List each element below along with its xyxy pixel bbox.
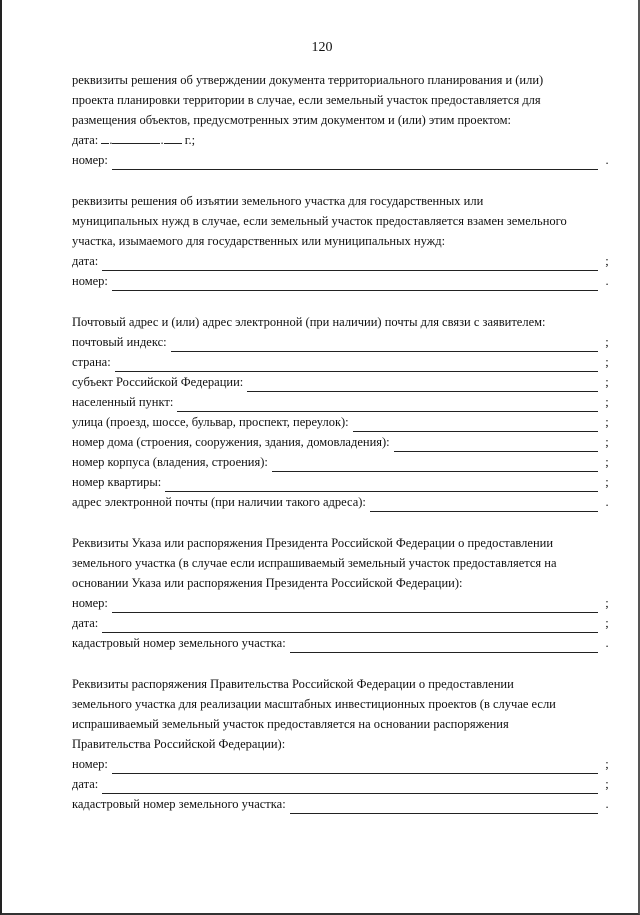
field-end-mark: ; xyxy=(605,475,609,489)
cadastral-number-field[interactable] xyxy=(72,794,612,814)
paragraph-line: реквизиты решения об утверждении документа территориального планирования и (или) xyxy=(72,73,544,87)
date-suffix: г.; xyxy=(184,133,196,147)
field-label: дата: xyxy=(72,777,99,791)
section-territorial-planning xyxy=(72,70,612,170)
paragraph-line: Реквизиты распоряжения Правительства Российской Федерации о предоставлении xyxy=(72,677,514,691)
field-blank-line[interactable] xyxy=(272,458,598,472)
field-label: населенный пункт: xyxy=(72,395,174,409)
field-label: номер дома (строения, сооружения, здания, домовладения): xyxy=(72,435,390,449)
house-number-field[interactable] xyxy=(72,432,612,452)
settlement-field[interactable] xyxy=(72,392,612,412)
section-government-order xyxy=(72,674,612,814)
number-field[interactable] xyxy=(72,754,612,774)
field-end-mark: . xyxy=(605,153,609,167)
paragraph-line: Почтовый адрес и (или) адрес электронной (при наличии) почты для связи с заявителем: xyxy=(72,315,546,329)
apartment-number-field[interactable] xyxy=(72,472,612,492)
cadastral-number-field[interactable] xyxy=(72,633,612,653)
date-field[interactable] xyxy=(72,251,612,271)
section-land-seizure xyxy=(72,191,612,291)
field-label: номер квартиры: xyxy=(72,475,162,489)
field-end-mark: ; xyxy=(605,395,609,409)
field-end-mark: ; xyxy=(605,335,609,349)
field-end-mark: ; xyxy=(605,777,609,791)
field-blank-line[interactable] xyxy=(112,277,598,291)
date-label: дата: xyxy=(72,133,99,147)
field-end-mark: ; xyxy=(605,415,609,429)
date-month-blank[interactable] xyxy=(112,132,160,144)
paragraph-line: проекта планировки территории в случае, если земельный участок предоставляется для xyxy=(72,93,541,107)
date-year-blank[interactable] xyxy=(164,132,182,144)
field-label: улица (проезд, шоссе, бульвар, проспект, переулок): xyxy=(72,415,349,429)
country-field[interactable] xyxy=(72,352,612,372)
paragraph-line: муниципальных нужд в случае, если земельный участок предоставляется взамен земельного xyxy=(72,214,567,228)
building-number-field[interactable] xyxy=(72,452,612,472)
section-postal-address xyxy=(72,312,612,512)
field-label: номер: xyxy=(72,596,108,610)
field-label: адрес электронной почты (при наличии такого адреса): xyxy=(72,495,366,509)
field-end-mark: ; xyxy=(605,757,609,771)
field-end-mark: . xyxy=(605,797,609,811)
number-field[interactable] xyxy=(72,271,612,291)
field-blank-line[interactable] xyxy=(115,358,598,372)
paragraph-line: участка, изымаемого для государственных или муниципальных нужд: xyxy=(72,234,446,248)
paragraph-line: основании Указа или распоряжения Президента Российской Федерации): xyxy=(72,576,463,590)
postal-code-field[interactable] xyxy=(72,332,612,352)
email-field[interactable] xyxy=(72,492,612,512)
field-blank-line[interactable] xyxy=(394,438,598,452)
field-end-mark: ; xyxy=(605,254,609,268)
field-label: номер корпуса (владения, строения): xyxy=(72,455,268,469)
field-end-mark: ; xyxy=(605,596,609,610)
field-blank-line[interactable] xyxy=(165,478,598,492)
field-label: дата: xyxy=(72,616,99,630)
field-end-mark: ; xyxy=(605,455,609,469)
paragraph-line: реквизиты решения об изъятии земельного участка для государственных или xyxy=(72,194,484,208)
field-label: номер: xyxy=(72,274,108,288)
field-label: субъект Российской Федерации: xyxy=(72,375,244,389)
field-end-mark: . xyxy=(605,274,609,288)
field-blank-line[interactable] xyxy=(102,619,598,633)
field-label: страна: xyxy=(72,355,111,369)
field-label: номер: xyxy=(72,757,108,771)
field-blank-line[interactable] xyxy=(102,257,598,271)
paragraph-line: размещения объектов, предусмотренных этим документом и (или) этим проектом: xyxy=(72,113,511,127)
date-field[interactable] xyxy=(72,613,612,633)
field-blank-line[interactable] xyxy=(290,800,598,814)
field-label: кадастровый номер земельного участка: xyxy=(72,636,286,650)
field-end-mark: ; xyxy=(605,435,609,449)
field-blank-line[interactable] xyxy=(112,760,598,774)
field-end-mark: . xyxy=(605,636,609,650)
field-blank-line[interactable] xyxy=(112,156,598,170)
field-blank-line[interactable] xyxy=(247,378,598,392)
field-blank-line[interactable] xyxy=(290,639,598,653)
field-blank-line[interactable] xyxy=(177,398,598,412)
field-blank-line[interactable] xyxy=(112,599,598,613)
paragraph-line: земельного участка (в случае если испрашиваемый земельный участок предоставляется на xyxy=(72,556,557,570)
date-day-blank[interactable] xyxy=(101,132,109,144)
field-end-mark: . xyxy=(605,495,609,509)
date-field[interactable]: дата: . . г.; xyxy=(72,133,196,147)
field-end-mark: ; xyxy=(605,355,609,369)
paragraph-line: Реквизиты Указа или распоряжения Президента Российской Федерации о предоставлении xyxy=(72,536,554,550)
page-number: 120 xyxy=(311,40,333,55)
field-label: кадастровый номер земельного участка: xyxy=(72,797,286,811)
field-blank-line[interactable] xyxy=(171,338,598,352)
paragraph-line: испрашиваемый земельный участок предоставляется на основании распоряжения xyxy=(72,717,509,731)
paragraph-line: земельного участка для реализации масштабных инвестиционных проектов (в случае если xyxy=(72,697,556,711)
field-label: дата: xyxy=(72,254,99,268)
date-field[interactable] xyxy=(72,774,612,794)
field-label: почтовый индекс: xyxy=(72,335,167,349)
form-content xyxy=(72,70,612,814)
field-blank-line[interactable] xyxy=(353,418,598,432)
field-end-mark: ; xyxy=(605,616,609,630)
paragraph-line: Правительства Российской Федерации): xyxy=(72,737,286,751)
number-field[interactable] xyxy=(72,150,612,170)
street-field[interactable] xyxy=(72,412,612,432)
field-blank-line[interactable] xyxy=(102,780,598,794)
federal-subject-field[interactable] xyxy=(72,372,612,392)
field-end-mark: ; xyxy=(605,375,609,389)
field-label: номер: xyxy=(72,153,108,167)
number-field[interactable] xyxy=(72,593,612,613)
field-blank-line[interactable] xyxy=(370,498,598,512)
section-presidential-decree xyxy=(72,533,612,653)
